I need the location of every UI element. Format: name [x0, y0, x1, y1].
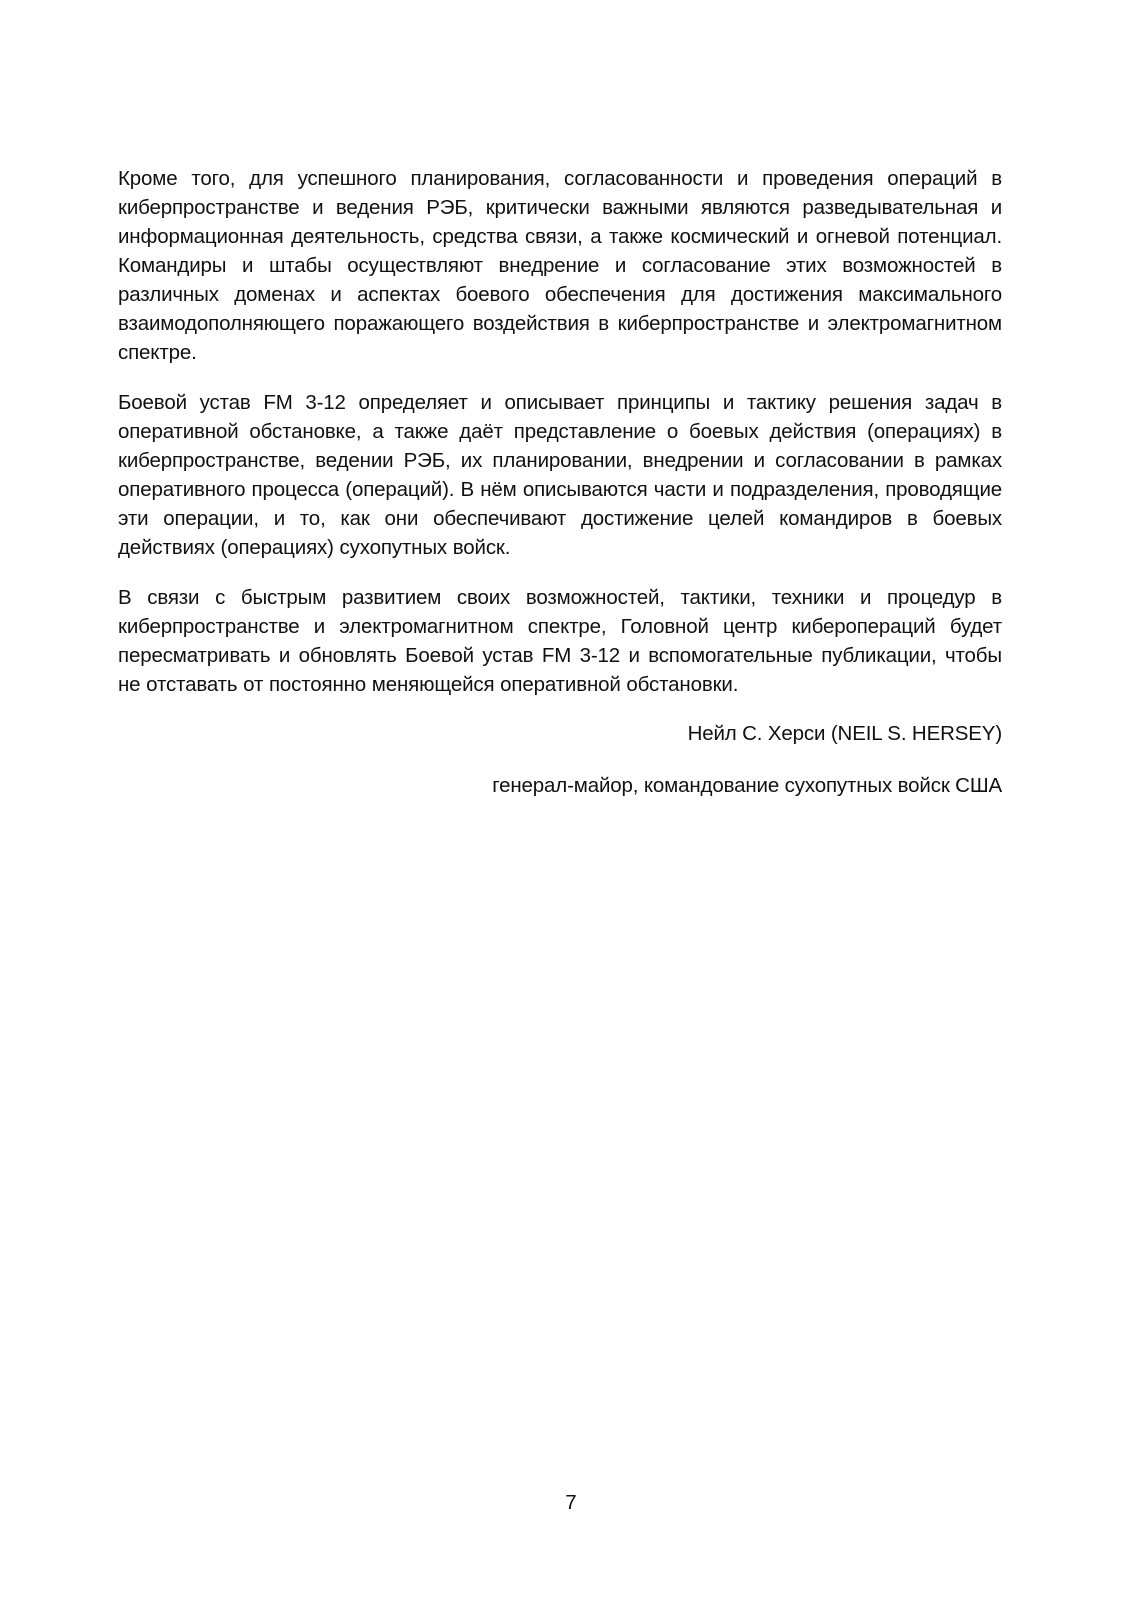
page-number: 7	[565, 1491, 577, 1514]
body-paragraph-1: Кроме того, для успешного планирования, согласованности и проведения операций в киберпространстве и ведения РЭБ, критически важными являются разведывательная и информационная деятельность, средства связи, а также космический и огневой потенциал. Командиры и штабы осуществляют внедрение и согласование этих возможностей в различных доменах и аспектах боевого обеспечения для достижения максимального взаимодополняющего поражающего воздействия в киберпространстве и электромагнитном спектре.	[118, 167, 1002, 364]
signature-name: Нейл С. Херси (NEIL S. HERSEY)	[687, 722, 1002, 745]
body-paragraph-3: В связи с быстрым развитием своих возможностей, тактики, техники и процедур в киберпространстве и электромагнитном спектре, Головной центр киберопераций будет пересматривать и обновлять Боевой устав FM 3-12 и вспомогательные публикации, чтобы не отставать от постоянно меняющейся оперативной обстановки.	[118, 586, 1002, 696]
body-paragraph-2: Боевой устав FM 3-12 определяет и описывает принципы и тактику решения задач в оперативной обстановке, а также даёт представление о боевых действия (операциях) в киберпространстве, ведении РЭБ, их планировании, внедрении и согласовании в рамках оперативного процесса (операций). В нём описываются части и подразделения, проводящие эти операции, и то, как они обеспечивают достижение целей командиров в боевых действиях (операциях) сухопутных войск.	[118, 391, 1002, 559]
page-body	[118, 164, 1002, 699]
signature-title: генерал-майор, командование сухопутных войск США	[492, 774, 1002, 797]
